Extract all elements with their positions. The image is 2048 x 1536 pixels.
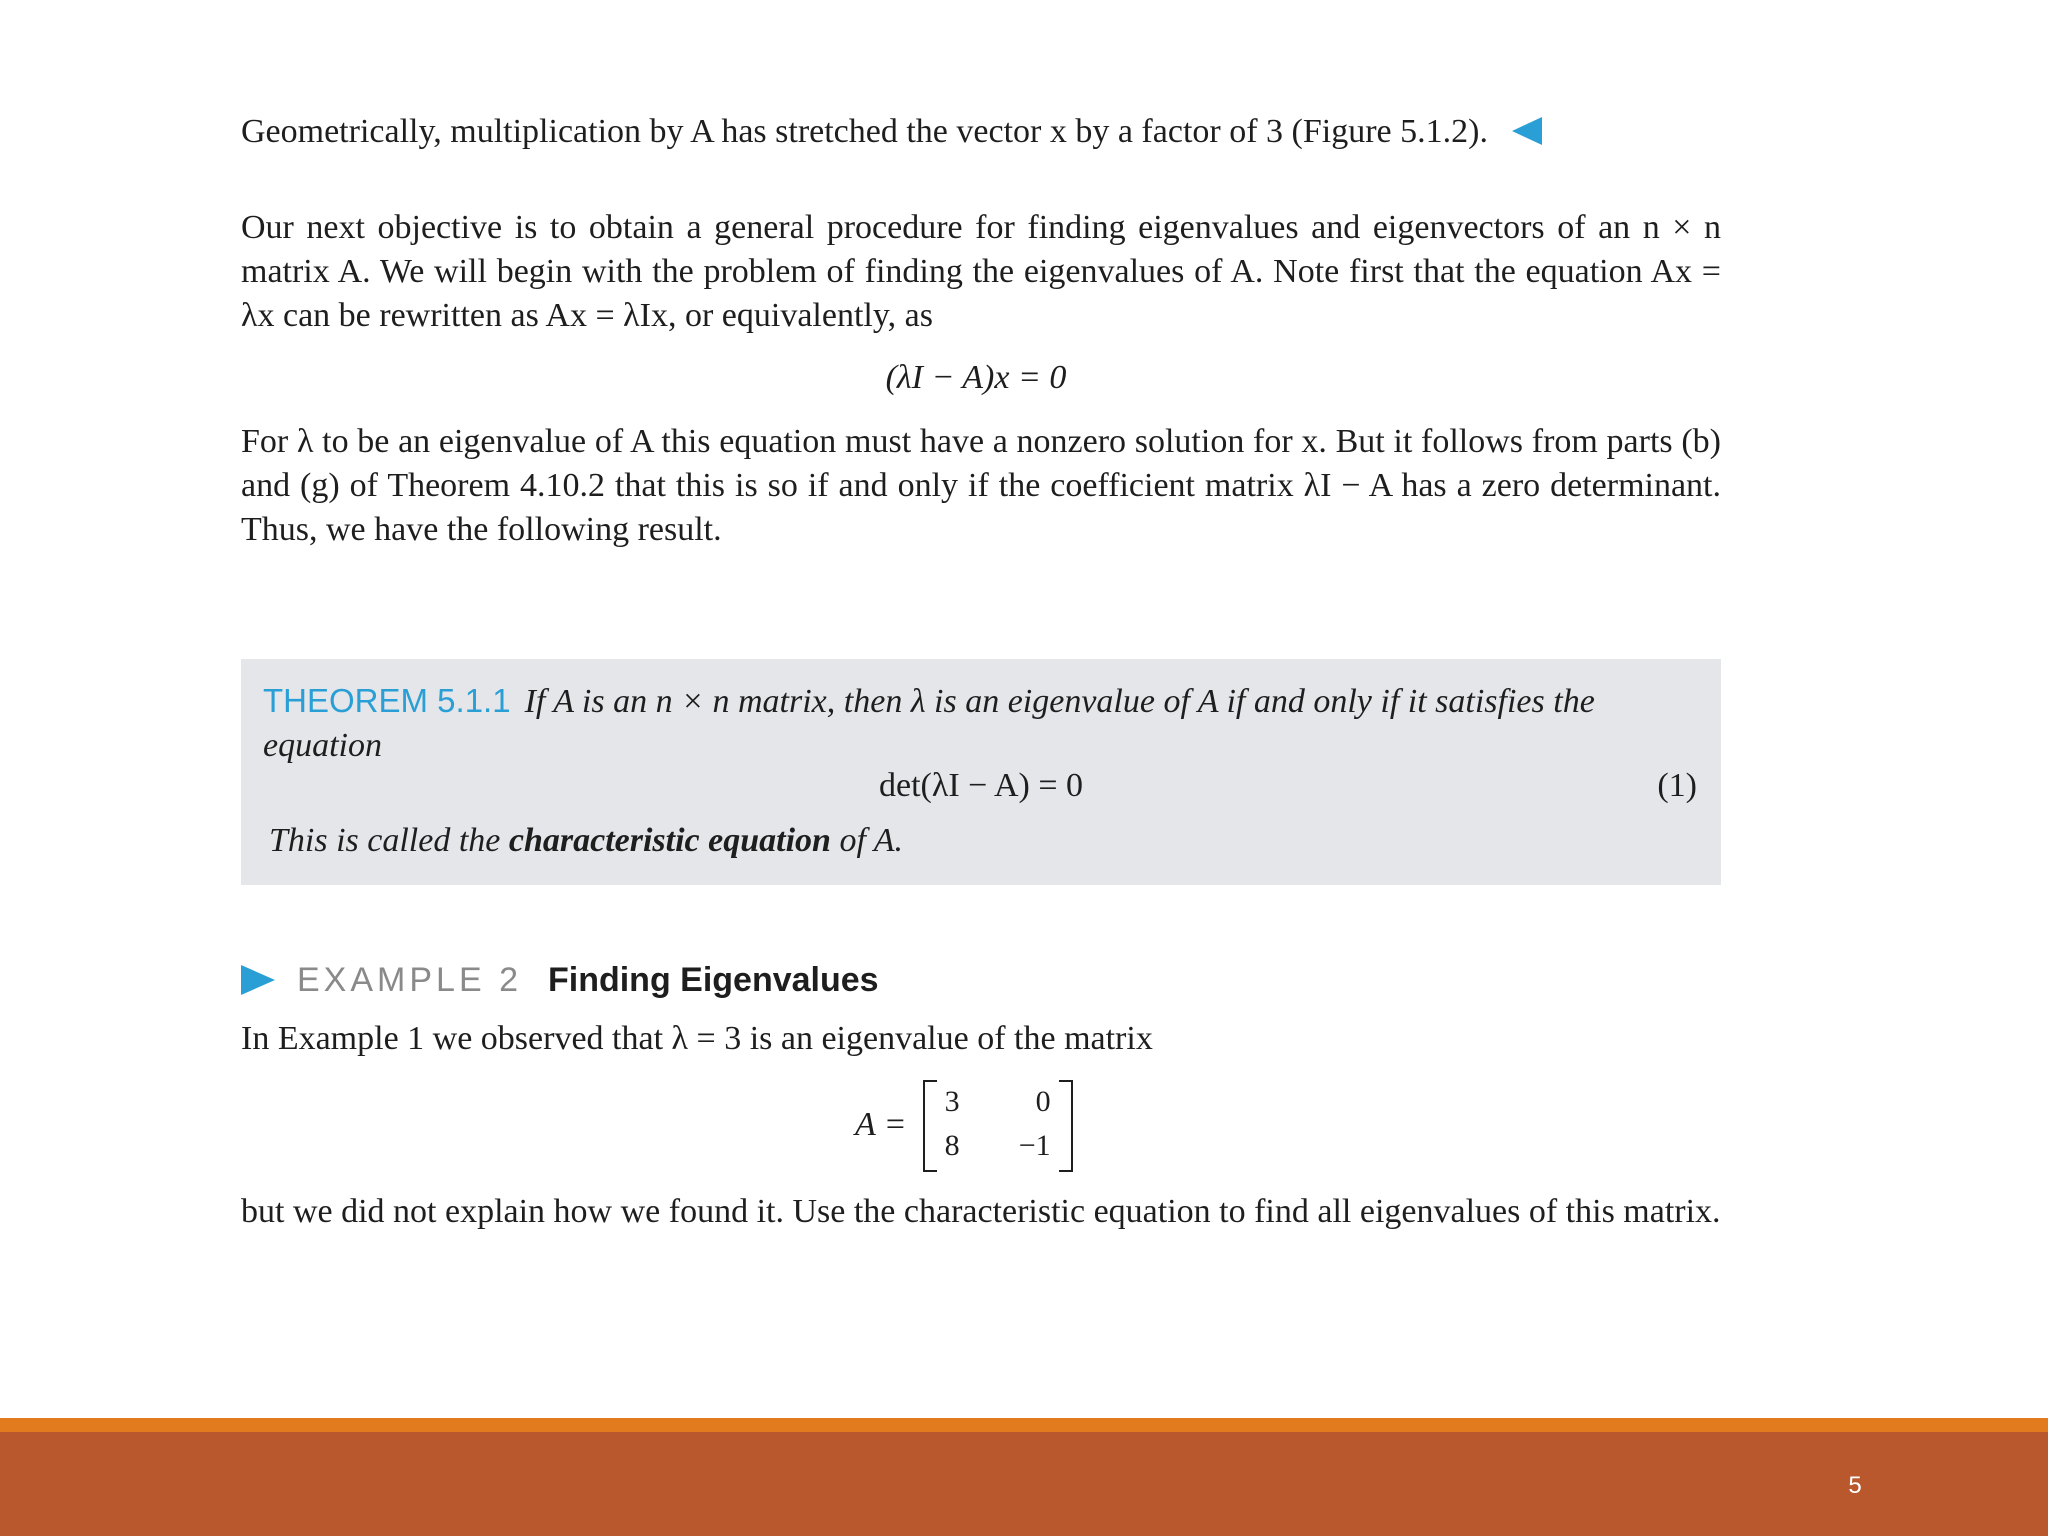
intro-paragraph-2: Our next objective is to obtain a general procedure for finding eigenvalues and eigenvectors of an n × n matrix A. We will begin with the problem of finding the eigenvalues of A. Note first that the equation Ax = λx can be rewritten as Ax = λIx, or equivalently, as bbox=[241, 209, 1721, 334]
matrix-cell: 8 bbox=[944, 1129, 960, 1162]
page-number: 5 bbox=[1848, 1472, 1862, 1499]
example-paragraph-2: but we did not explain how we found it. Use the characteristic equation to find all eigenvalues of this matrix. bbox=[241, 1193, 1721, 1230]
intro-section bbox=[241, 110, 1721, 552]
matrix bbox=[923, 1080, 1073, 1170]
matrix-lhs: A = bbox=[855, 1106, 907, 1143]
example-arrow-icon bbox=[241, 965, 275, 995]
theorem-statement: If A is an n × n matrix, then λ is an eigenvalue of A if and only if it satisfies the equation bbox=[263, 683, 1595, 764]
characteristic-equation-term: characteristic equation bbox=[508, 822, 831, 859]
homogeneous-equation: (λI − A)x = 0 bbox=[885, 359, 1067, 396]
matrix-display bbox=[855, 1080, 1073, 1170]
matrix-right-bracket bbox=[1059, 1080, 1073, 1172]
footer-accent-line bbox=[0, 1418, 2048, 1432]
matrix-cell: −1 bbox=[1018, 1129, 1051, 1162]
intro-paragraph-3: For λ to be an eigenvalue of A this equation must have a nonzero solution for x. But it follows from parts (b) and (g) of Theorem 4.10.2 that this is so if and only if the coefficient matrix λI − A has a zero determinant. Thus, we have the following result. bbox=[241, 423, 1721, 548]
footer-bar bbox=[0, 1432, 2048, 1536]
equation-number: (1) bbox=[1657, 767, 1697, 804]
theorem-box bbox=[241, 659, 1721, 885]
theorem-statement-block bbox=[263, 679, 1699, 768]
example-label: EXAMPLE 2 bbox=[297, 960, 522, 999]
theorem-footer: This is called the characteristic equation of A. bbox=[269, 822, 904, 859]
characteristic-equation: det(λI − A) = 0 bbox=[878, 767, 1084, 804]
matrix-left-bracket bbox=[923, 1080, 937, 1172]
example-heading bbox=[241, 958, 879, 1002]
intro-paragraph-1: Geometrically, multiplication by A has stretched the vector x by a factor of 3 (Figure 5.1.2). bbox=[241, 110, 1721, 154]
example-paragraph-1: In Example 1 we observed that λ = 3 is an eigenvalue of the matrix bbox=[241, 1020, 1153, 1057]
theorem-label: THEOREM 5.1.1 bbox=[263, 682, 511, 719]
end-of-example-marker-icon bbox=[1512, 117, 1542, 145]
matrix-cell: 3 bbox=[944, 1085, 960, 1118]
matrix-cell: 0 bbox=[1035, 1085, 1051, 1118]
example-title: Finding Eigenvalues bbox=[547, 960, 879, 999]
